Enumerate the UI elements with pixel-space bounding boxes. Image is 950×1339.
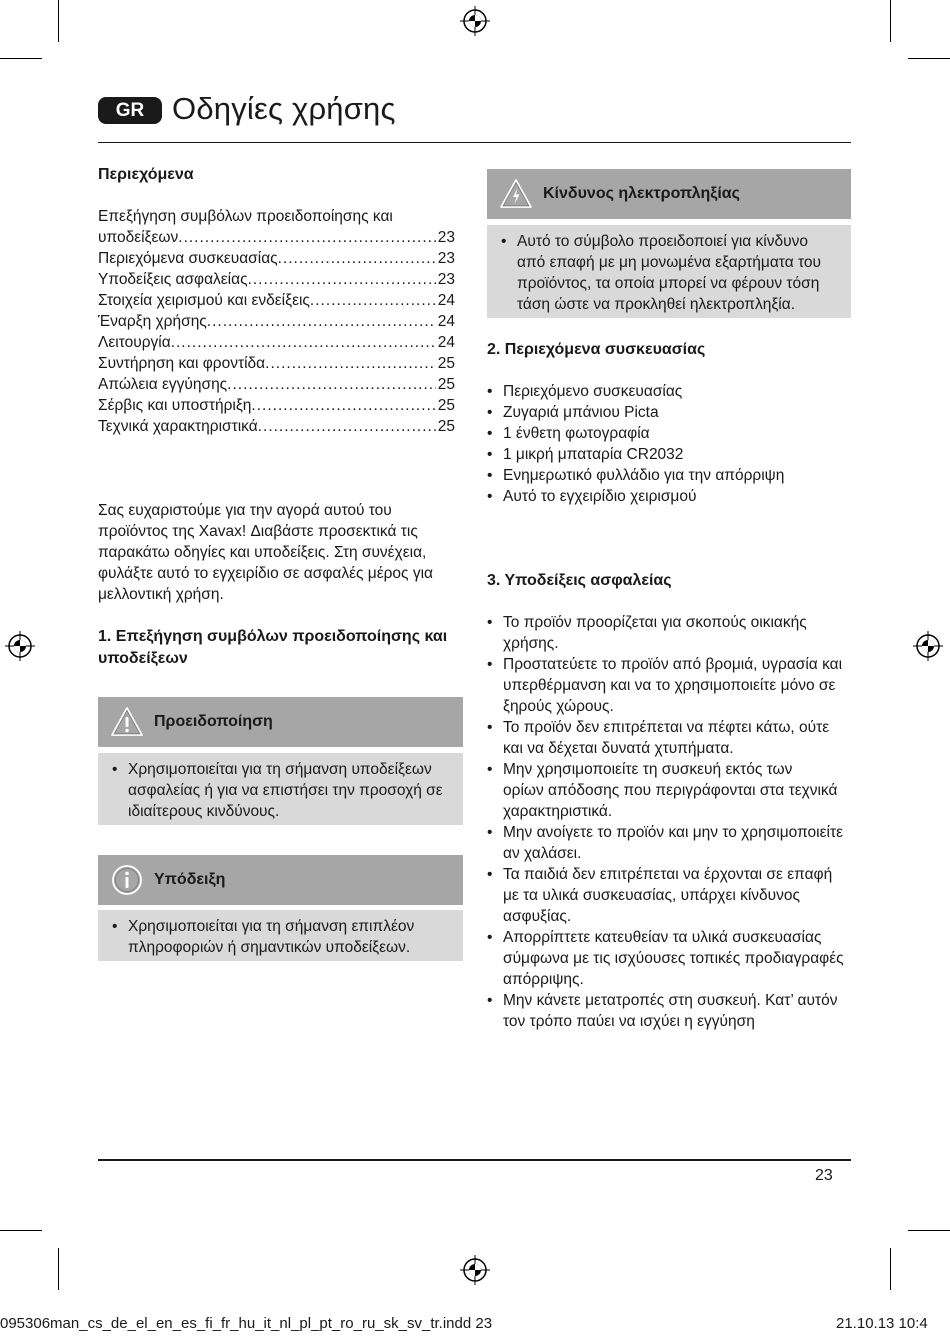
intro-line: μελλοντική χρήση.	[98, 586, 224, 603]
registration-mark-icon	[913, 631, 943, 661]
toc-row	[98, 353, 455, 374]
list-item: • 1 ένθετη φωτογραφία	[487, 423, 851, 444]
toc-label: Στοιχεία χειρισμού και ενδείξεις	[98, 292, 310, 309]
shock-box-header	[487, 169, 851, 219]
registration-mark-icon	[460, 1255, 490, 1285]
warning-box-header	[98, 697, 463, 747]
list-item: • 1 μικρή μπαταρία CR2032	[487, 444, 851, 465]
list-item: • Προστατεύετε το προϊόν από βρομιά, υγρασία και υπερθέρμανση και να το χρησιμοποιείτε μόνο σε ξηρούς χώρους.	[487, 654, 857, 717]
note-box-text: • Χρησιμοποιείται για τη σήμανση επιπλέον πληροφοριών ή σημαντικών υποδείξεων.	[112, 916, 451, 958]
toc-label: Σέρβις και υποστήριξη	[98, 397, 252, 414]
toc-row	[98, 290, 455, 311]
toc-page: 23	[437, 271, 455, 288]
note-box-body	[98, 910, 463, 961]
toc-label: Απώλεια εγγύησης	[98, 376, 228, 393]
warning-box-body	[98, 753, 463, 825]
section1-heading	[98, 626, 463, 670]
toc-page: 24	[437, 313, 455, 330]
toc-page: 23	[437, 229, 455, 246]
intro-line: προϊόντος της Xavax! Διαβάστε προσεκτικά τις	[98, 523, 418, 540]
crop-mark	[908, 1230, 950, 1231]
toc-row	[98, 416, 455, 437]
list-item: • Το προϊόν προορίζεται για σκοπούς οικιακής χρήσης.	[487, 612, 857, 654]
crop-mark	[0, 58, 42, 59]
crop-mark	[58, 1248, 59, 1290]
toc-page: 25	[437, 355, 455, 372]
list-item: • Ενημερωτικό φυλλάδιο για την απόρριψη	[487, 465, 851, 486]
crop-mark	[908, 58, 950, 59]
heading-line: 1. Επεξήγηση συμβόλων προειδοποίησης και	[98, 628, 448, 645]
toc-row	[98, 269, 455, 290]
shock-box-body	[487, 225, 851, 318]
toc-row	[98, 395, 455, 416]
toc-label: υποδείξεων	[98, 229, 179, 246]
toc-row	[98, 311, 455, 332]
crop-mark	[890, 1248, 891, 1290]
date-info: 21.10.13 10:4	[836, 1315, 928, 1332]
warning-box-label: Προειδοποίηση	[154, 713, 273, 730]
list-item: • Τα παιδιά δεν επιτρέπεται να έρχονται σε επαφή με τα υλικά συσκευασίας, υπάρχει κίνδυνος ασφυξίας.	[487, 864, 857, 927]
shock-box-text: • Αυτό το σύμβολο προειδοποιεί για κίνδυνο από επαφή με μη μονωμένα εξαρτήματα του προϊόντος, τα οποία μπορεί να φέρουν τόση τάση ώστε να προκληθεί ηλεκτροπληξία.	[501, 231, 841, 315]
toc-row	[98, 248, 455, 269]
toc-page: 23	[437, 250, 455, 267]
registration-mark-icon	[460, 6, 490, 36]
toc-row	[98, 374, 455, 395]
warning-box-text: • Χρησιμοποιείται για τη σήμανση υποδείξεων ασφαλείας ή για να επιστήσει την προσοχή σε ιδιαίτερους κινδύνους.	[112, 759, 451, 822]
toc-label: Τεχνικά χαρακτηριστικά	[98, 418, 258, 435]
info-icon	[110, 863, 144, 897]
section3-heading: 3. Υποδείξεις ασφαλείας	[487, 572, 672, 589]
intro-line: παρακάτω οδηγίες και υποδείξεις. Στη συνέχεια,	[98, 544, 427, 561]
page-number: 23	[815, 1167, 833, 1184]
registration-mark-icon	[5, 631, 35, 661]
shock-box-label: Κίνδυνος ηλεκτροπληξίας	[543, 185, 740, 202]
toc-page: 25	[437, 418, 455, 435]
header-rule	[98, 142, 851, 143]
warning-triangle-icon	[110, 705, 144, 739]
toc-row	[98, 332, 455, 353]
toc-label: Υποδείξεις ασφαλείας	[98, 271, 248, 288]
toc-label: Συντήρηση και φροντίδα	[98, 355, 266, 372]
footer-rule	[98, 1159, 851, 1161]
note-box-label: Υπόδειξη	[154, 871, 226, 888]
page-title: Οδηγίες χρήσης	[172, 91, 396, 126]
toc-label: Λειτουργία	[98, 334, 171, 351]
toc-label: Περιεχόμενα συσκευασίας	[98, 250, 278, 267]
intro-line: φυλάξτε αυτό το εγχειρίδιο σε ασφαλές μέρος για	[98, 565, 433, 582]
package-contents-list	[487, 381, 851, 507]
language-badge: GR	[98, 97, 162, 124]
list-item: • Μην χρησιμοποιείτε τη συσκευή εκτός των ορίων απόδοσης που περιγράφονται στα τεχνικά χαρακτηριστικά.	[487, 759, 857, 822]
toc-page: 25	[437, 376, 455, 393]
heading-line: υποδείξεων	[98, 650, 188, 667]
intro-paragraph	[98, 500, 463, 605]
list-item: • Αυτό το εγχειρίδιο χειρισμού	[487, 486, 851, 507]
list-item: • Μην κάνετε μετατροπές στη συσκευή. Κατ’ αυτόν τον τρόπο παύει να ισχύει η εγγύηση	[487, 990, 857, 1032]
toc-first-line: Επεξήγηση συμβόλων προειδοποίησης και	[98, 208, 393, 225]
electric-shock-icon	[499, 177, 533, 211]
list-item: • Περιεχόμενο συσκευασίας	[487, 381, 851, 402]
toc-row	[98, 227, 455, 248]
crop-mark	[58, 0, 59, 42]
list-item: • Μην ανοίγετε το προϊόν και μην το χρησιμοποιείτε αν χαλάσει.	[487, 822, 857, 864]
table-of-contents	[98, 206, 455, 437]
toc-page: 25	[437, 397, 455, 414]
crop-mark	[0, 1230, 42, 1231]
file-info: 095306man_cs_de_el_en_es_fi_fr_hu_it_nl_pl_pt_ro_ru_sk_sv_tr.indd 23	[0, 1315, 493, 1332]
toc-page: 24	[437, 292, 455, 309]
note-box-header	[98, 855, 463, 905]
toc-heading: Περιεχόμενα	[98, 166, 194, 183]
list-item: • Ζυγαριά μπάνιου Picta	[487, 402, 851, 423]
toc-page: 24	[437, 334, 455, 351]
list-item: • Απορρίπτετε κατευθείαν τα υλικά συσκευασίας σύμφωνα με τις ισχύουσες τοπικές προδιαγραφές απόρριψης.	[487, 927, 857, 990]
list-item: • Το προϊόν δεν επιτρέπεται να πέφτει κάτω, ούτε και να δέχεται δυνατά χτυπήματα.	[487, 717, 857, 759]
toc-label: Έναρξη χρήσης	[98, 313, 207, 330]
section2-heading: 2. Περιεχόμενα συσκευασίας	[487, 341, 706, 358]
intro-line: Σας ευχαριστούμε για την αγορά αυτού του	[98, 502, 392, 519]
safety-instructions-list	[487, 612, 857, 1032]
crop-mark	[890, 0, 891, 42]
